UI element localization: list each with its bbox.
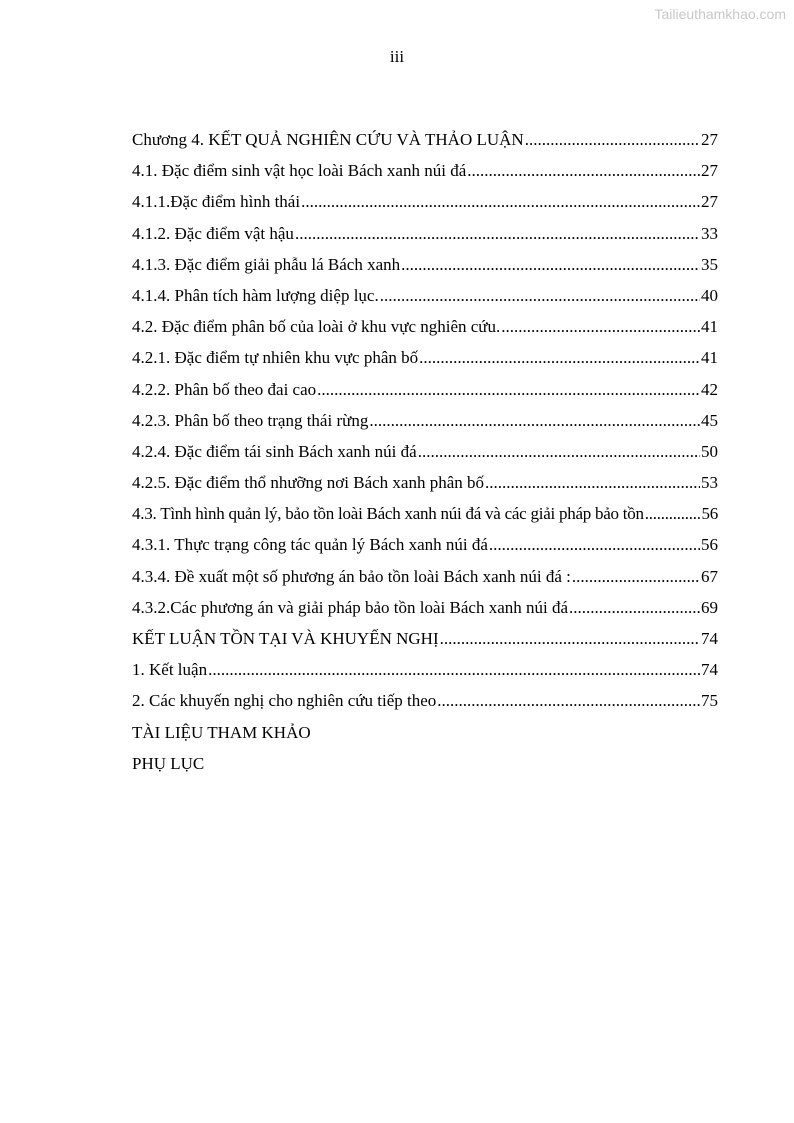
toc-entry-title: 4.1. Đặc điểm sinh vật học loài Bách xanh núi đá xyxy=(132,161,467,181)
toc-entry-page: 27 xyxy=(701,130,718,149)
toc-entry-title: 4.2.4. Đặc điểm tái sinh Bách xanh núi đá xyxy=(132,441,417,461)
toc-entry-page: 27 xyxy=(701,161,718,181)
toc-entry-page: 33 xyxy=(701,223,718,243)
page-number: iii xyxy=(389,47,405,66)
table-of-contents xyxy=(132,130,718,785)
toc-entry-title: 4.1.3. Đặc điểm giải phẫu lá Bách xanh xyxy=(132,254,401,274)
toc-entry xyxy=(132,504,718,535)
toc-entry xyxy=(132,411,718,442)
toc-entry-page: 27 xyxy=(701,192,718,212)
toc-entry-title: 4.2. Đặc điểm phân bố của loài ở khu vực nghiên cứu. xyxy=(132,317,501,337)
toc-entry-title: 4.2.2. Phân bố theo đai cao xyxy=(132,379,317,399)
toc-entry-page: 45 xyxy=(701,410,718,430)
toc-entry-page: 40 xyxy=(701,285,718,305)
toc-entry xyxy=(132,161,718,192)
toc-entry xyxy=(132,691,718,722)
toc-entry xyxy=(132,255,718,286)
toc-leader-dots xyxy=(369,411,700,431)
toc-leader-dots xyxy=(419,348,700,368)
toc-entry-title: 4.2.5. Đặc điểm thổ nhưỡng nơi Bách xanh phân bố xyxy=(132,473,485,493)
toc-entry xyxy=(132,348,718,379)
toc-entry-title: 4.1.2. Đặc điểm vật hậu xyxy=(132,223,294,243)
toc-entry-page: 42 xyxy=(701,379,718,399)
toc-entry-page: 69 xyxy=(701,597,718,617)
toc-entry-page: 75 xyxy=(701,691,718,711)
toc-entry xyxy=(132,567,718,598)
toc-entry-title: TÀI LIỆU THAM KHẢO xyxy=(132,722,311,742)
toc-leader-dots xyxy=(295,224,700,244)
toc-entry-page: 41 xyxy=(701,348,718,368)
toc-entry-page: 53 xyxy=(701,473,718,493)
toc-entry-page: 35 xyxy=(701,254,718,274)
toc-leader-dots xyxy=(301,192,700,212)
toc-entry-page: 56 xyxy=(701,535,718,555)
toc-leader-dots xyxy=(569,598,700,618)
toc-leader-dots xyxy=(437,691,700,711)
toc-entry xyxy=(132,723,718,754)
toc-leader-dots xyxy=(418,442,700,462)
toc-leader-dots xyxy=(440,629,700,649)
toc-entry xyxy=(132,192,718,223)
toc-entry-title: PHỤ LỤC xyxy=(132,753,205,773)
toc-leader-dots xyxy=(485,473,700,493)
toc-leader-dots xyxy=(489,535,700,555)
toc-entry-title: 4.2.3. Phân bố theo trạng thái rừng xyxy=(132,410,369,430)
toc-entry-title: 2. Các khuyến nghị cho nghiên cứu tiếp theo xyxy=(132,691,437,711)
toc-entry-title: 4.3.1. Thực trạng công tác quản lý Bách xanh núi đá xyxy=(132,535,488,555)
toc-entry xyxy=(132,535,718,566)
toc-entry-title: KẾT LUẬN TỒN TẠI VÀ KHUYẾN NGHỊ xyxy=(132,629,439,648)
toc-leader-dots xyxy=(645,504,701,524)
toc-leader-dots xyxy=(525,130,700,150)
toc-entry-title: 4.3. Tình hình quản lý, bảo tồn loài Bách xanh núi đá và các giải pháp bảo tồn xyxy=(132,504,644,524)
toc-entry-page: 41 xyxy=(701,317,718,337)
toc-entry xyxy=(132,660,718,691)
toc-entry-title: 4.1.4. Phân tích hàm lượng diệp lục. xyxy=(132,285,379,305)
toc-entry-title: 4.2.1. Đặc điểm tự nhiên khu vực phân bố xyxy=(132,348,419,368)
toc-entry-page: 67 xyxy=(701,566,718,586)
toc-entry-title: Chương 4. KẾT QUẢ NGHIÊN CỨU VÀ THẢO LUẬN xyxy=(132,130,524,149)
toc-entry-title: 4.3.2.Các phương án và giải pháp bảo tồn loài Bách xanh núi đá xyxy=(132,597,569,617)
toc-entry xyxy=(132,286,718,317)
toc-entry xyxy=(132,598,718,629)
watermark-text: Tailieuthamkhao.com xyxy=(654,6,786,22)
toc-leader-dots xyxy=(501,317,700,337)
toc-entry-title: 4.3.4. Đề xuất một số phương án bảo tồn loài Bách xanh núi đá : xyxy=(132,566,571,586)
toc-entry xyxy=(132,130,718,161)
toc-entry-page: 56 xyxy=(701,504,718,524)
toc-entry-page: 50 xyxy=(701,441,718,461)
toc-entry xyxy=(132,754,718,785)
toc-entry xyxy=(132,380,718,411)
toc-entry-page: 74 xyxy=(701,629,718,648)
toc-leader-dots xyxy=(380,286,700,306)
toc-leader-dots xyxy=(208,660,700,680)
toc-leader-dots xyxy=(401,255,700,275)
toc-entry xyxy=(132,224,718,255)
toc-entry xyxy=(132,317,718,348)
toc-entry-title: 4.1.1.Đặc điểm hình thái xyxy=(132,192,301,212)
toc-leader-dots xyxy=(572,567,700,587)
toc-entry xyxy=(132,629,718,660)
toc-leader-dots xyxy=(317,380,700,400)
toc-entry xyxy=(132,473,718,504)
toc-leader-dots xyxy=(467,161,700,181)
toc-entry xyxy=(132,442,718,473)
toc-entry-page: 74 xyxy=(701,660,718,680)
toc-entry-title: 1. Kết luận xyxy=(132,660,208,680)
